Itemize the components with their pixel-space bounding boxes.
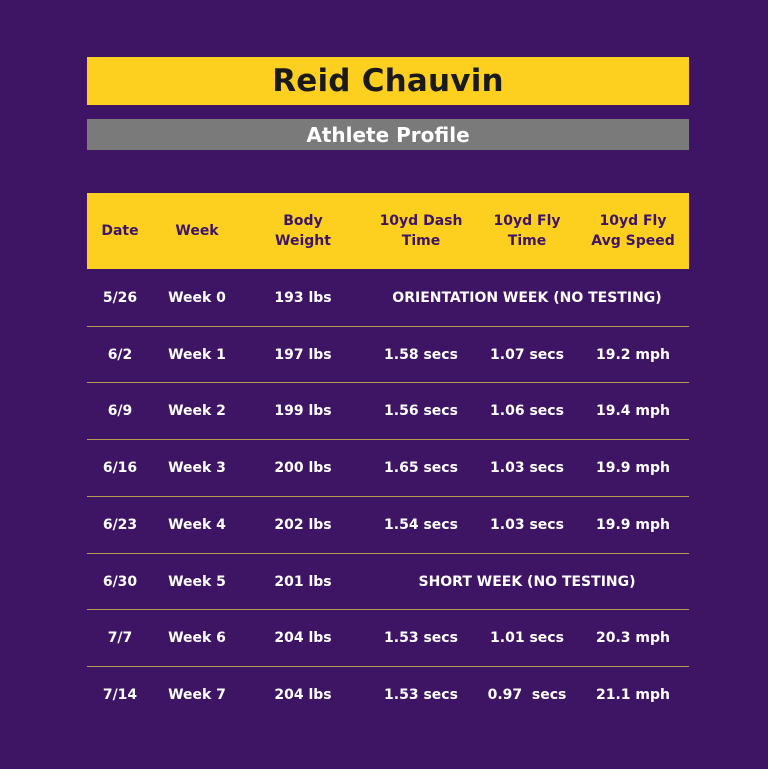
header-body-weight: Body Weight	[275, 213, 331, 249]
header-fly-time: 10yd Fly Time	[493, 213, 561, 249]
cell-weight: 204 lbs	[274, 630, 332, 646]
cell-week: Week 7	[168, 687, 226, 703]
table-row	[87, 270, 689, 326]
cell-week: Week 3	[168, 460, 226, 476]
cell-date: 6/30	[102, 574, 138, 590]
cell-date: 7/7	[107, 630, 133, 646]
athlete-name: Reid Chauvin	[272, 63, 504, 99]
cell-weight: 202 lbs	[274, 517, 332, 533]
table-row	[87, 554, 689, 610]
subtitle-text: Athlete Profile	[306, 122, 470, 147]
table-row	[87, 383, 689, 439]
cell-weight: 197 lbs	[274, 347, 332, 363]
cell-date: 6/2	[107, 347, 133, 363]
cell-week: Week 2	[168, 403, 226, 419]
cell-dash-time: 1.53 secs	[384, 630, 458, 646]
cell-note: ORIENTATION WEEK (NO TESTING)	[392, 290, 662, 306]
cell-avg-speed: 19.4 mph	[596, 403, 670, 419]
table-row	[87, 610, 689, 666]
cell-fly-time: 1.03 secs	[490, 517, 564, 533]
cell-date: 6/16	[102, 460, 138, 476]
cell-week: Week 4	[168, 517, 226, 533]
cell-dash-time: 1.56 secs	[384, 403, 458, 419]
cell-fly-time: 1.01 secs	[490, 630, 564, 646]
cell-dash-time: 1.58 secs	[384, 347, 458, 363]
cell-date: 6/9	[107, 403, 133, 419]
header-dash-time: 10yd Dash Time	[379, 213, 463, 249]
cell-week: Week 6	[168, 630, 226, 646]
cell-dash-time: 1.54 secs	[384, 517, 458, 533]
table-row	[87, 667, 689, 723]
cell-avg-speed: 20.3 mph	[596, 630, 670, 646]
cell-avg-speed: 19.9 mph	[596, 460, 670, 476]
cell-week: Week 1	[168, 347, 226, 363]
cell-week: Week 0	[168, 290, 226, 306]
cell-week: Week 5	[168, 574, 226, 590]
cell-avg-speed: 19.2 mph	[596, 347, 670, 363]
table-row	[87, 440, 689, 496]
header-week: Week	[175, 223, 219, 239]
cell-avg-speed: 21.1 mph	[596, 687, 670, 703]
cell-weight: 204 lbs	[274, 687, 332, 703]
cell-fly-time: 1.03 secs	[490, 460, 564, 476]
cell-avg-speed: 19.9 mph	[596, 517, 670, 533]
cell-weight: 199 lbs	[274, 403, 332, 419]
cell-fly-time: 1.06 secs	[490, 403, 564, 419]
title-banner	[87, 57, 689, 105]
cell-fly-time: 1.07 secs	[490, 347, 564, 363]
table-header	[87, 193, 689, 269]
table-row	[87, 327, 689, 383]
subtitle-banner	[87, 119, 689, 150]
cell-fly-time: 0.97 secs	[487, 687, 567, 703]
cell-date: 5/26	[102, 290, 138, 306]
cell-weight: 193 lbs	[274, 290, 332, 306]
cell-note: SHORT WEEK (NO TESTING)	[418, 574, 636, 590]
cell-weight: 201 lbs	[274, 574, 332, 590]
header-avg-speed: 10yd Fly Avg Speed	[591, 213, 675, 249]
header-date: Date	[101, 223, 139, 239]
cell-weight: 200 lbs	[274, 460, 332, 476]
table-row	[87, 497, 689, 553]
cell-dash-time: 1.65 secs	[384, 460, 458, 476]
cell-date: 6/23	[102, 517, 138, 533]
cell-dash-time: 1.53 secs	[384, 687, 458, 703]
cell-date: 7/14	[102, 687, 138, 703]
